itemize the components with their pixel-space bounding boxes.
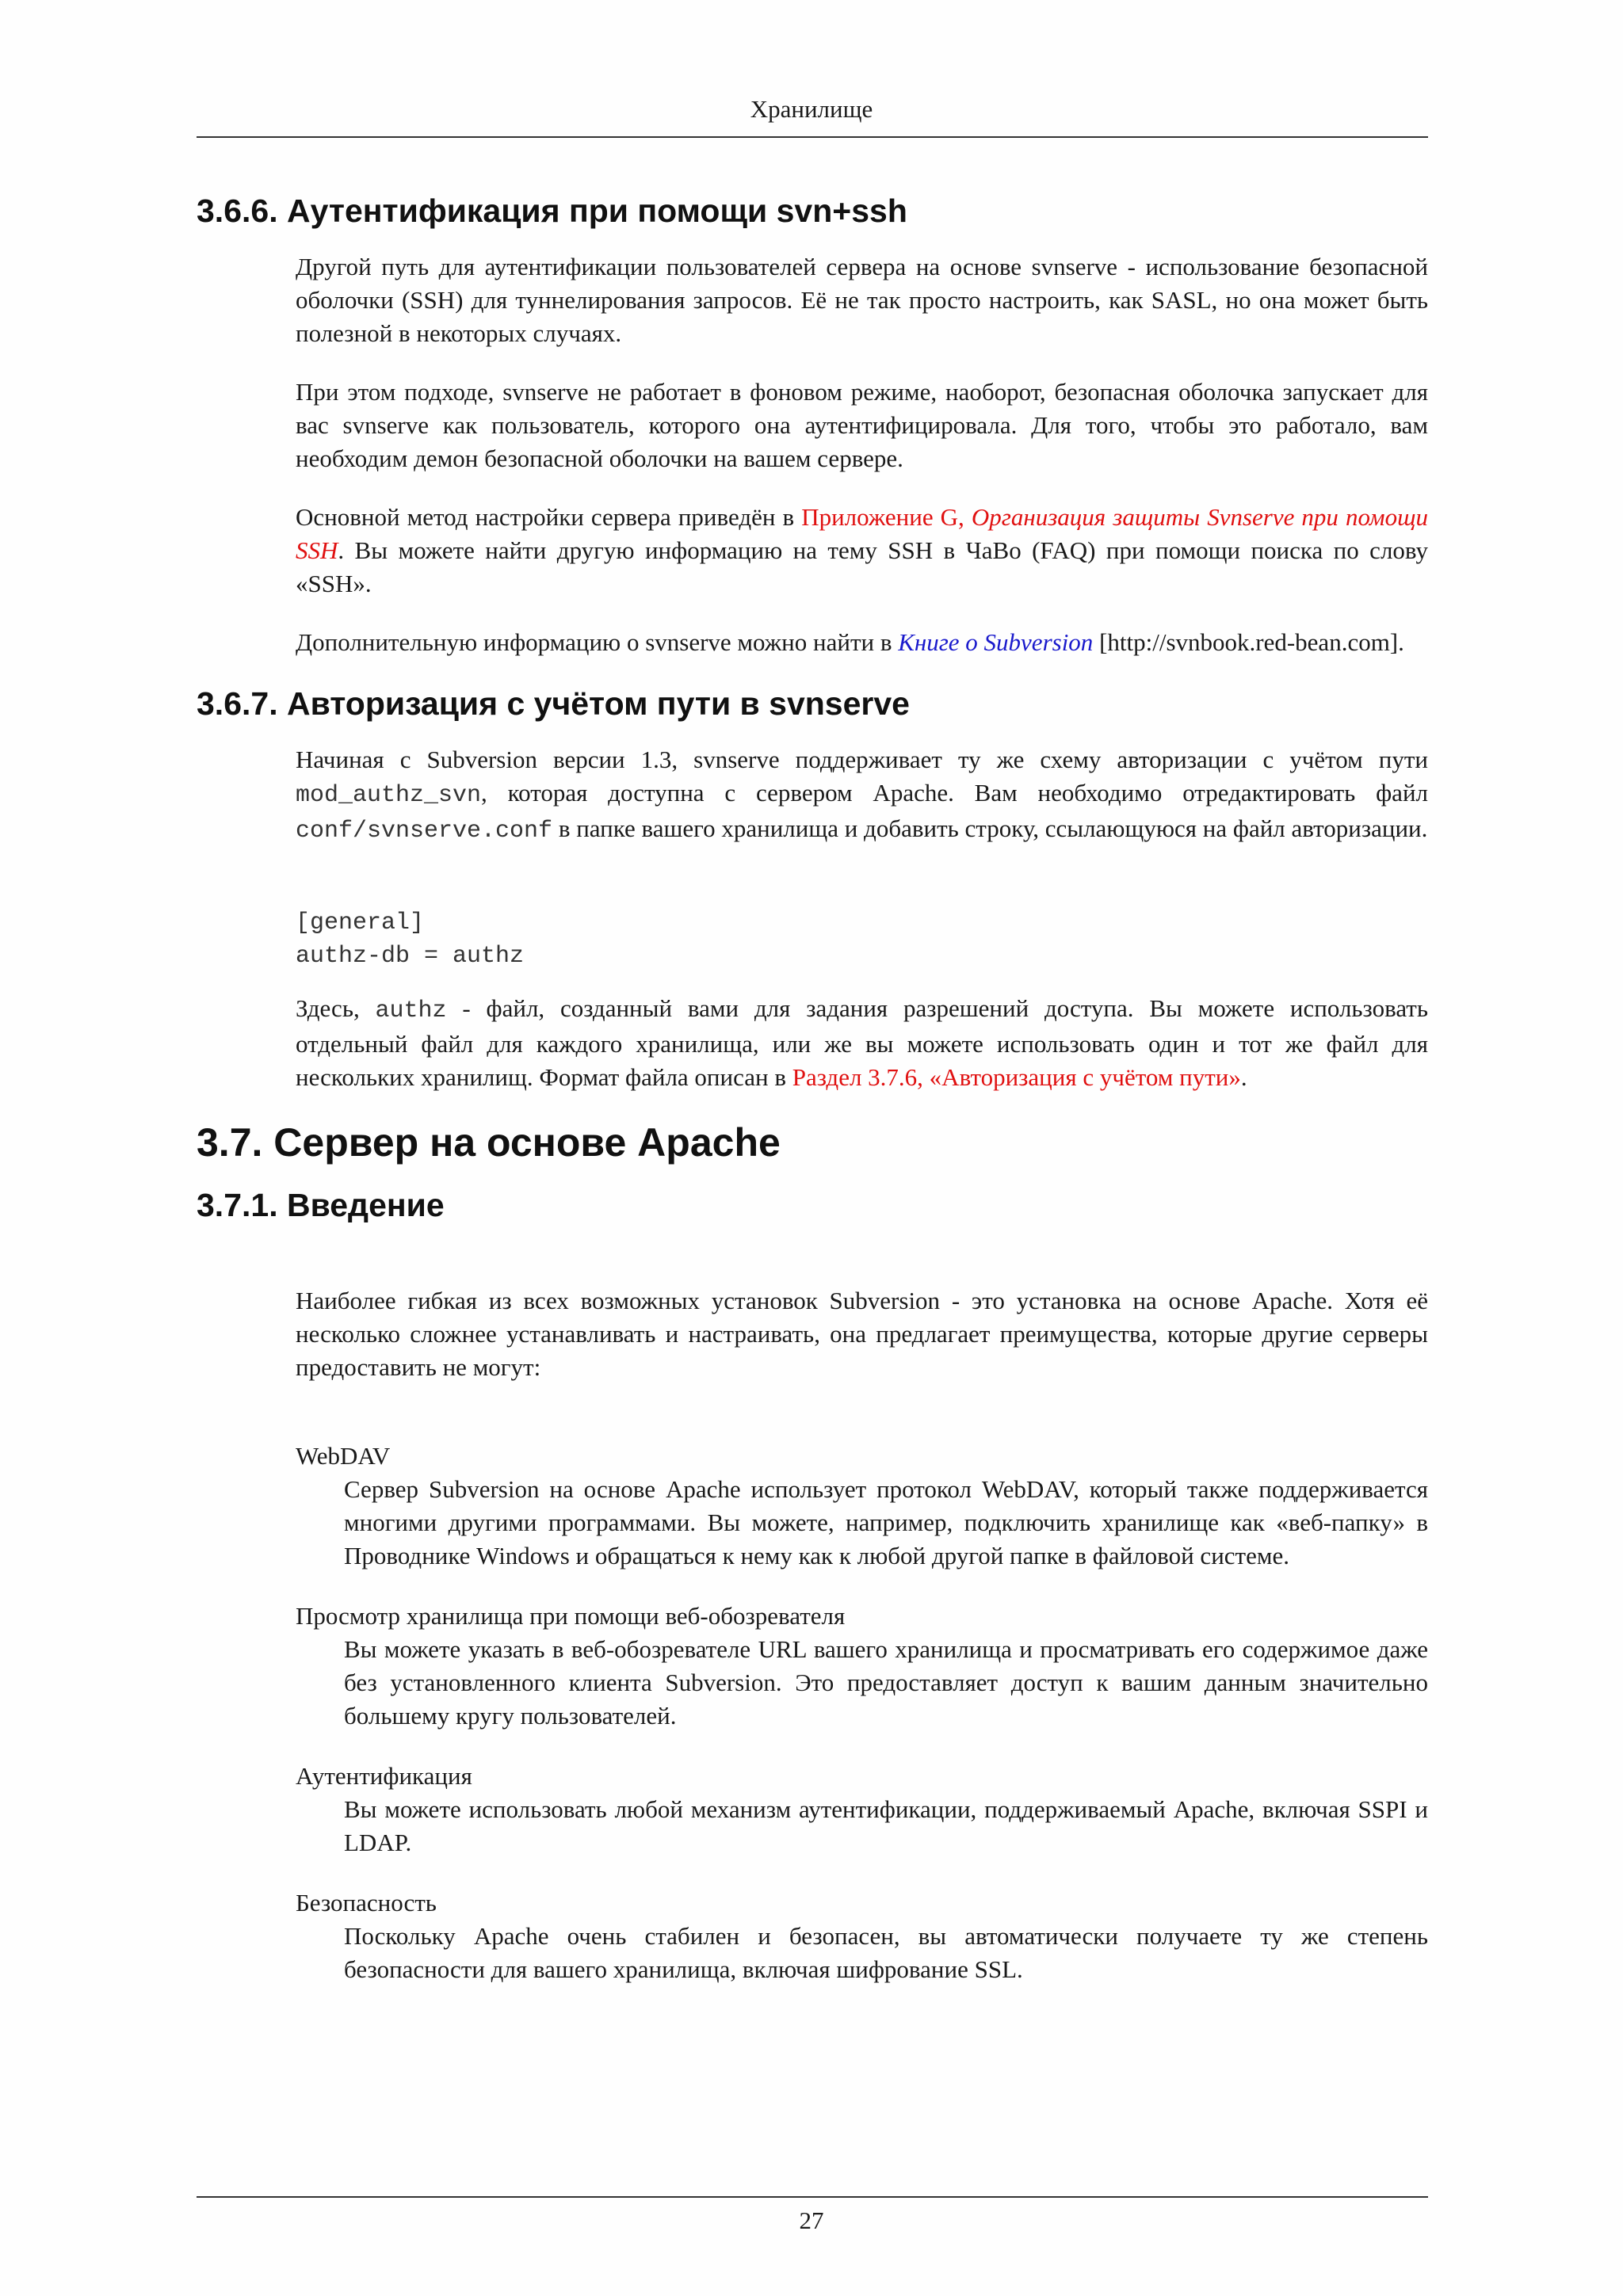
feature-term: Просмотр хранилища при помощи веб-обозревателя [296,1602,846,1630]
inline-code: conf/svnserve.conf [296,818,553,845]
appendix-g-title-link[interactable]: Организация защиты Svnserve при помощи SSH [296,503,1428,564]
code-block: [general] authz-db = authz [296,910,525,970]
header-divider [197,136,1428,138]
section-heading-3-7: 3.7. Сервер на основе Apache [197,1120,781,1165]
appendix-g-link[interactable]: Приложение G, [801,503,972,531]
feature-term: Безопасность [296,1889,437,1917]
paragraph: Здесь, authz - файл, созданный вами для задания разрешений доступа. Вы можете использовать отдельный файл для каждого хранилища, или же вы можете использовать один и тот же файл для нескольких хранилищ. Формат файла описан в Раздел 3.7.6, «Авторизация с учётом пути». [296,994,1428,1091]
feature-description: Сервер Subversion на основе Apache использует протокол WebDAV, который также поддерживается многими другими программами. Вы можете, например, подключить хранилище как «веб-папку» в Проводнике Windows и обращаться к нему как к любой другой папке в файловой системе. [344,1475,1428,1569]
section-3-7-6-link[interactable]: Раздел 3.7.6, «Авторизация с учётом пути» [792,1063,1241,1091]
feature-description: Вы можете использовать любой механизм аутентификации, поддерживаемый Apache, включая SSPI и LDAP. [344,1795,1428,1856]
inline-code: mod_authz_svn [296,782,482,809]
svnbook-link[interactable]: Книге о Subversion [898,628,1094,656]
section-heading-3-6-6: 3.6.6. Аутентификация при помощи svn+ssh [197,193,907,229]
page-header-title: Хранилище [750,95,873,123]
feature-term: WebDAV [296,1442,391,1470]
paragraph: Основной метод настройки сервера приведён в Приложение G, Организация защиты Svnserve при помощи SSH. Вы можете найти другую информацию на тему SSH в ЧаВо (FAQ) при помощи поиска по слову «SSH». [296,503,1428,597]
inline-code: authz [375,997,447,1024]
feature-description: Поскольку Apache очень стабилен и безопасен, вы автоматически получаете ту же степень безопасности для вашего хранилища, включая шифрование SSL. [344,1922,1428,1983]
feature-description: Вы можете указать в веб-обозревателе URL вашего хранилища и просматривать его содержимое даже без установленного клиента Subversion. Это предоставляет доступ к вашим данным значительно большему кругу пользователей. [344,1635,1428,1730]
page-content [197,190,1428,1986]
section-heading-3-7-1: 3.7.1. Введение [197,1187,445,1223]
paragraph: Наиболее гибкая из всех возможных установок Subversion - это установка на основе Apache. Хотя её несколько сложнее устанавливать и настраивать, она предлагает преимущества, которые другие серверы предоставить не могут: [296,1287,1428,1381]
footer-divider [197,2196,1428,2198]
feature-list [197,1440,1428,1986]
paragraph: При этом подходе, svnserve не работает в фоновом режиме, наоборот, безопасная оболочка запускает для вас svnserve как пользователь, которого она аутентифицировала. Для того, чтобы это работало, вам необходим демон безопасной оболочки на вашем сервере. [296,378,1428,472]
paragraph: Дополнительную информацию о svnserve можно найти в Книге о Subversion [http://svnbook.red-bean.com]. [296,628,1404,656]
paragraph: Начиная с Subversion версии 1.3, svnserve поддерживает ту же схему авторизации с учётом пути mod_authz_svn, которая доступна с сервером Apache. Вам необходимо отредактировать файл conf/svnserve.conf в папке вашего хранилища и добавить строку, ссылающуюся на файл авторизации. [296,746,1428,845]
paragraph: Другой путь для аутентификации пользователей сервера на основе svnserve - использование безопасной оболочки (SSH) для туннелирования запросов. Её не так просто настроить, как SASL, но она может быть полезной в некоторых случаях. [296,253,1428,347]
page-number: 27 [799,2206,824,2234]
feature-term: Аутентификация [296,1762,472,1790]
section-heading-3-6-7: 3.6.7. Авторизация с учётом пути в svnserve [197,685,910,722]
